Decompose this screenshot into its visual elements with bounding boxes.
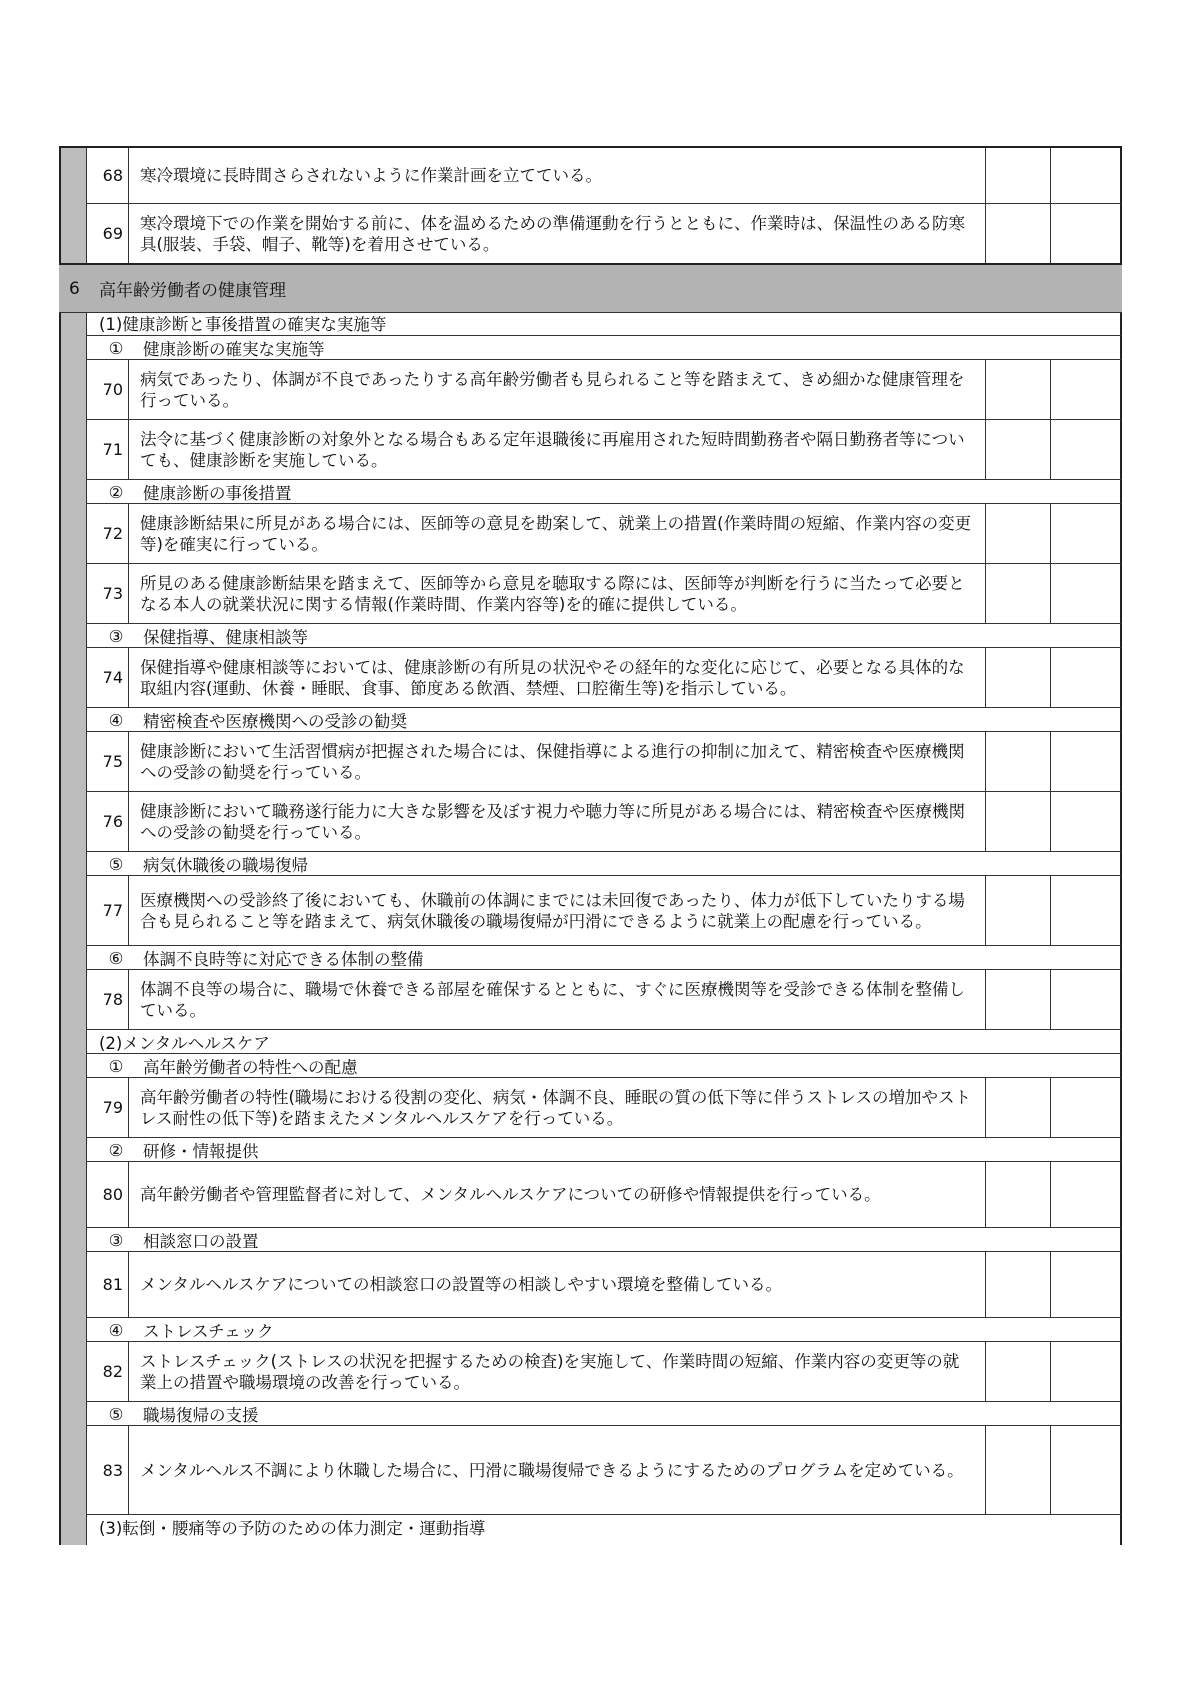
item-number: 70: [87, 360, 129, 419]
item-text: メンタルヘルスケアについての相談窓口の設置等の相談しやすい環境を整備している。: [130, 1252, 986, 1317]
section-title: 高年齢労働者の健康管理: [99, 281, 286, 301]
checklist-item-78: [87, 970, 1122, 1029]
checklist-item-80: [87, 1162, 1122, 1227]
subsection-label: ストレスチェック: [143, 1322, 274, 1341]
subsection-heading: [87, 623, 1122, 648]
item-number: 78: [87, 970, 129, 1029]
subsection-mark: ④: [108, 710, 124, 730]
check-cell-2[interactable]: [1050, 420, 1122, 479]
subsection-mark: ④: [108, 1320, 124, 1340]
section-number: 6: [69, 278, 80, 299]
item-number: 83: [87, 1426, 129, 1514]
subsection-mark: ⑤: [108, 1404, 124, 1424]
subsection-label: 保健指導、健康相談等: [143, 628, 308, 647]
subsection-label: 病気休職後の職場復帰: [143, 856, 308, 875]
subsection-label: 職場復帰の支援: [143, 1406, 259, 1425]
subsection-heading: [87, 945, 1122, 970]
item-number: 82: [87, 1342, 129, 1401]
checklist-item-74: [87, 648, 1122, 707]
checklist-item-77: [87, 876, 1122, 945]
check-cell-1[interactable]: [986, 732, 1051, 791]
item-number: 74: [87, 648, 129, 707]
item-text: 医療機関への受診終了後においても、休職前の体調にまでには未回復であったり、体力が低下していたりする場合も見られること等を踏まえて、病気休職後の職場復帰が円滑にできるように就業上の配慮を行っている。: [130, 876, 986, 945]
part-heading: [87, 311, 1122, 335]
checklist-item-68: [87, 148, 1122, 203]
check-cell-1[interactable]: [986, 420, 1051, 479]
check-cell-2[interactable]: [1050, 732, 1122, 791]
subsection-mark: ①: [108, 338, 124, 358]
checklist-item-69: [87, 204, 1122, 263]
subsection-label: 研修・情報提供: [143, 1142, 259, 1161]
check-cell-2[interactable]: [1050, 792, 1122, 851]
check-cell-1[interactable]: [986, 564, 1051, 623]
subsection-heading: [87, 335, 1122, 360]
check-cell-1[interactable]: [986, 204, 1051, 263]
subsection-label: 精密検査や医療機関への受診の勧奨: [143, 712, 407, 731]
check-cell-2[interactable]: [1050, 1426, 1122, 1514]
checklist-item-79: [87, 1078, 1122, 1137]
checklist-item-76: [87, 792, 1122, 851]
item-text: メンタルヘルス不調により休職した場合に、円滑に職場復帰できるようにするためのプログラムを定めている。: [130, 1426, 986, 1514]
subsection-heading: [87, 479, 1122, 504]
checklist-item-70: [87, 360, 1122, 419]
check-cell-2[interactable]: [1050, 1162, 1122, 1227]
left-margin-bar: [59, 146, 87, 1545]
subsection-mark: ③: [108, 626, 124, 646]
part-heading: [87, 1029, 1122, 1053]
subsection-heading: [87, 851, 1122, 876]
item-number: 73: [87, 564, 129, 623]
check-cell-2[interactable]: [1050, 970, 1122, 1029]
check-cell-1[interactable]: [986, 970, 1051, 1029]
item-text: 健康診断において生活習慣病が把握された場合には、保健指導による進行の抑制に加えて、精密検査や医療機関への受診の勧奨を行っている。: [130, 732, 986, 791]
subsection-label: 高年齢労働者の特性への配慮: [143, 1058, 358, 1077]
subsection-mark: ②: [108, 1140, 124, 1160]
check-cell-2[interactable]: [1050, 1252, 1122, 1317]
check-cell-1[interactable]: [986, 360, 1051, 419]
item-text: 所見のある健康診断結果を踏まえて、医師等から意見を聴取する際には、医師等が判断を行うに当たって必要となる本人の就業状況に関する情報(作業時間、作業内容等)を的確に提供している。: [130, 564, 986, 623]
subsection-mark: ②: [108, 482, 124, 502]
item-text: ストレスチェック(ストレスの状況を把握するための検査)を実施して、作業時間の短縮、作業内容の変更等の就業上の措置や職場環境の改善を行っている。: [130, 1342, 986, 1401]
item-text: 法令に基づく健康診断の対象外となる場合もある定年退職後に再雇用された短時間勤務者や隔日勤務者等についても、健康診断を実施している。: [130, 420, 986, 479]
item-number: 81: [87, 1252, 129, 1317]
checklist-item-71: [87, 420, 1122, 479]
check-cell-2[interactable]: [1050, 504, 1122, 563]
part-title: (3)転倒・腰痛等の予防のための体力測定・運動指導: [99, 1518, 486, 1538]
subsection-heading: [87, 707, 1122, 732]
check-cell-2[interactable]: [1050, 360, 1122, 419]
item-text: 寒冷環境下での作業を開始する前に、体を温めるための準備運動を行うとともに、作業時は、保温性のある防寒具(服装、手袋、帽子、靴等)を着用させている。: [130, 204, 986, 263]
subsection-label: 体調不良時等に対応できる体制の整備: [143, 950, 424, 969]
item-text: 体調不良等の場合に、職場で休養できる部屋を確保するとともに、すぐに医療機関等を受診できる体制を整備している。: [130, 970, 986, 1029]
item-number: 75: [87, 732, 129, 791]
section-heading: [59, 263, 1122, 313]
check-cell-1[interactable]: [986, 648, 1051, 707]
part-heading: [87, 1514, 1122, 1538]
item-number: 71: [87, 420, 129, 479]
check-cell-1[interactable]: [986, 148, 1051, 203]
subsection-heading: [87, 1053, 1122, 1078]
check-cell-1[interactable]: [986, 504, 1051, 563]
item-text: 健康診断結果に所見がある場合には、医師等の意見を勘案して、就業上の措置(作業時間の短縮、作業内容の変更等)を確実に行っている。: [130, 504, 986, 563]
subsection-heading: [87, 1227, 1122, 1252]
check-cell-1[interactable]: [986, 1162, 1051, 1227]
item-text: 健康診断において職務遂行能力に大きな影響を及ぼす視力や聴力等に所見がある場合には、精密検査や医療機関への受診の勧奨を行っている。: [130, 792, 986, 851]
subsection-mark: ⑥: [108, 948, 124, 968]
check-cell-1[interactable]: [986, 792, 1051, 851]
check-cell-2[interactable]: [1050, 876, 1122, 945]
check-cell-2[interactable]: [1050, 564, 1122, 623]
item-text: 保健指導や健康相談等においては、健康診断の有所見の状況やその経年的な変化に応じて、必要となる具体的な取組内容(運動、休養・睡眠、食事、節度ある飲酒、禁煙、口腔衛生等)を指示している。: [130, 648, 986, 707]
check-cell-2[interactable]: [1050, 204, 1122, 263]
item-number: 68: [87, 148, 129, 203]
check-cell-2[interactable]: [1050, 148, 1122, 203]
subsection-label: 健康診断の確実な実施等: [143, 340, 325, 359]
check-cell-2[interactable]: [1050, 1078, 1122, 1137]
item-number: 69: [87, 204, 129, 263]
item-text: 高年齢労働者や管理監督者に対して、メンタルヘルスケアについての研修や情報提供を行っている。: [130, 1162, 986, 1227]
item-text: 病気であったり、体調が不良であったりする高年齢労働者も見られること等を踏まえて、きめ細かな健康管理を行っている。: [130, 360, 986, 419]
subsection-mark: ①: [108, 1056, 124, 1076]
subsection-label: 健康診断の事後措置: [143, 484, 292, 503]
item-number: 79: [87, 1078, 129, 1137]
item-number: 77: [87, 876, 129, 945]
check-cell-1[interactable]: [986, 1078, 1051, 1137]
subsection-heading: [87, 1317, 1122, 1342]
checklist-sheet: [59, 146, 1122, 1545]
subsection-mark: ③: [108, 1230, 124, 1250]
checklist-item-72: [87, 504, 1122, 563]
subsection-heading: [87, 1137, 1122, 1162]
checklist-item-82: [87, 1342, 1122, 1401]
item-text: 高年齢労働者の特性(職場における役割の変化、病気・体調不良、睡眠の質の低下等に伴うストレスの増加やストレス耐性の低下等)を踏まえたメンタルヘルスケアを行っている。: [130, 1078, 986, 1137]
check-cell-2[interactable]: [1050, 1342, 1122, 1401]
check-cell-1[interactable]: [986, 1426, 1051, 1514]
item-number: 80: [87, 1162, 129, 1227]
subsection-mark: ⑤: [108, 854, 124, 874]
part-title: (2)メンタルヘルスケア: [99, 1033, 270, 1053]
checklist-item-81: [87, 1252, 1122, 1317]
item-number: 72: [87, 504, 129, 563]
check-cell-2[interactable]: [1050, 648, 1122, 707]
checklist-item-75: [87, 732, 1122, 791]
item-number: 76: [87, 792, 129, 851]
checklist-item-83: [87, 1426, 1122, 1514]
check-cell-1[interactable]: [986, 1342, 1051, 1401]
subsection-heading: [87, 1401, 1122, 1426]
part-title: (1)健康診断と事後措置の確実な実施等: [99, 315, 387, 334]
check-cell-1[interactable]: [986, 876, 1051, 945]
check-cell-1[interactable]: [986, 1252, 1051, 1317]
checklist-item-73: [87, 564, 1122, 623]
subsection-label: 相談窓口の設置: [143, 1232, 259, 1251]
item-text: 寒冷環境に長時間さらされないように作業計画を立てている。: [130, 148, 986, 203]
